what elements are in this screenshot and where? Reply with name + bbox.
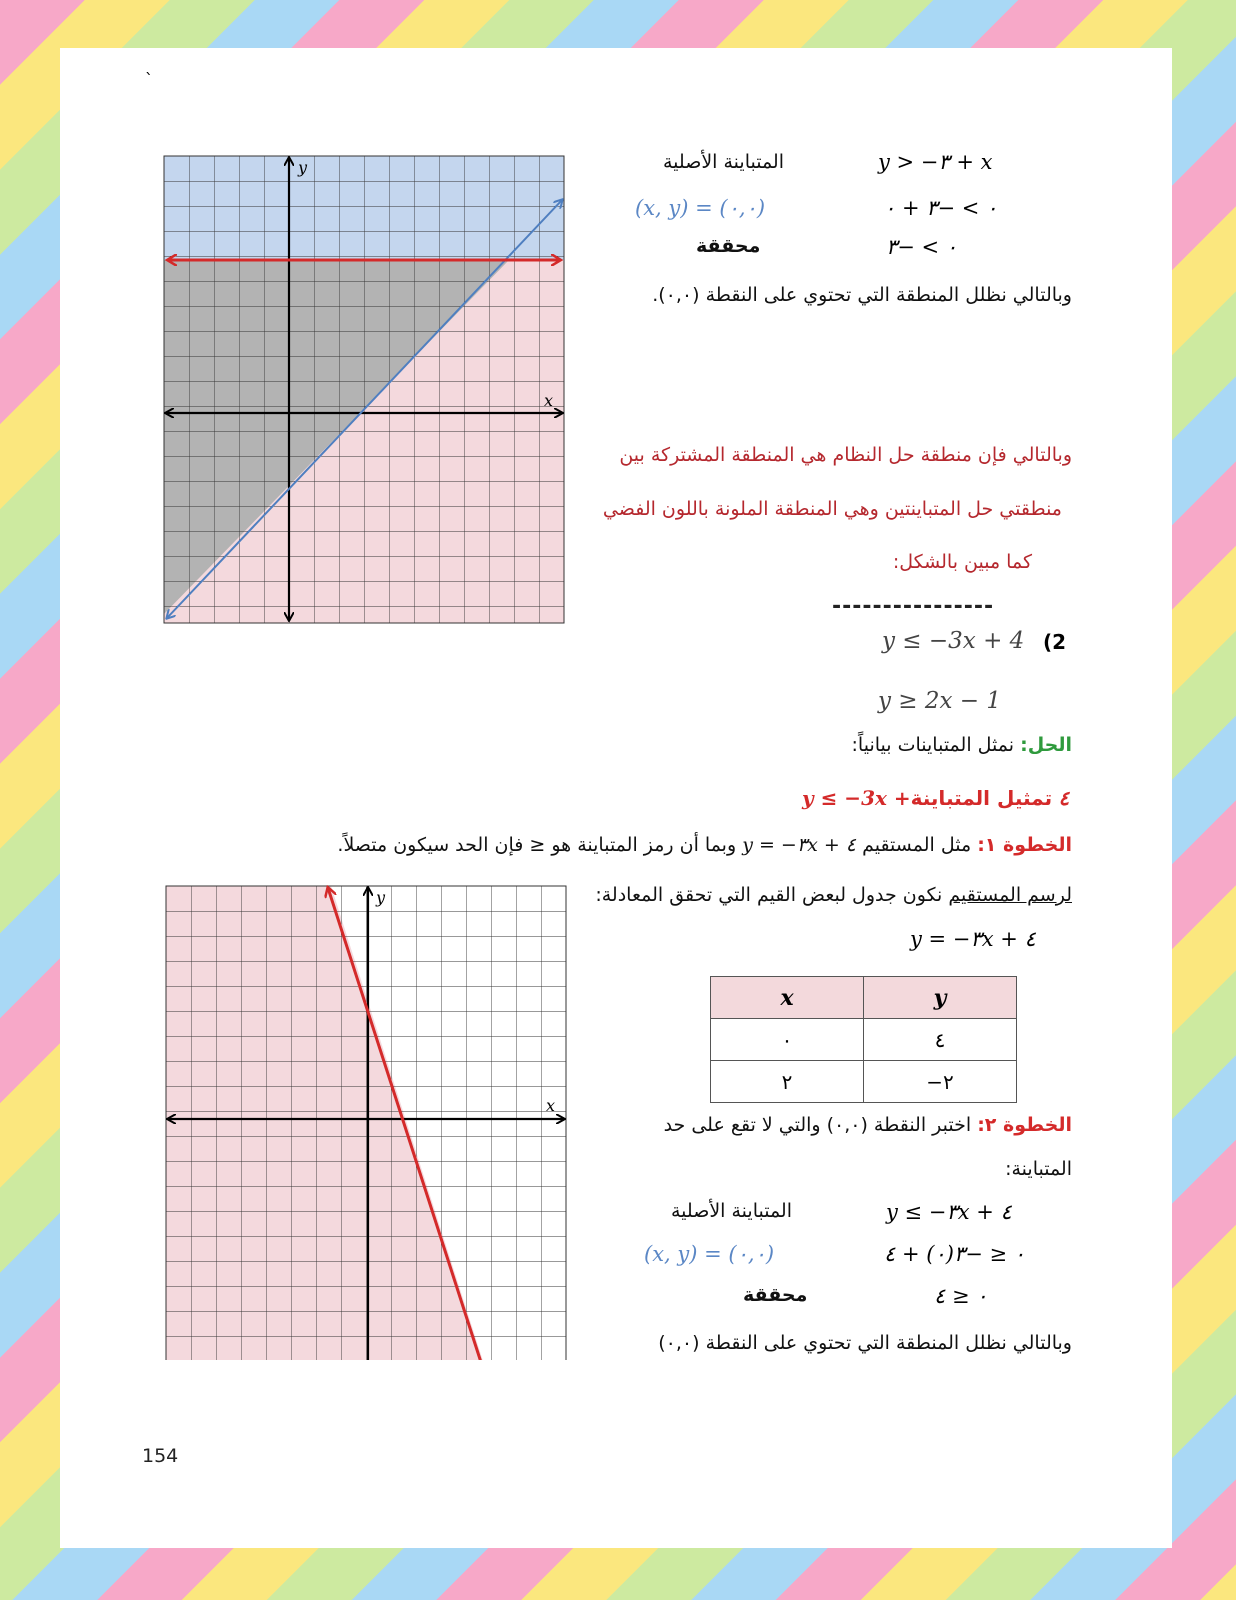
tick-mark: ` xyxy=(145,70,153,89)
check1-substituted: ٠ > −٣ + ٠ xyxy=(884,196,998,220)
represent-line xyxy=(802,786,1069,810)
check2-ineq: y ≤ −٣x + ٤ xyxy=(886,1200,1012,1224)
conclusion-line-2: منطقتي حل المتباينتين وهي المنطقة الملونة باللون الفضي xyxy=(602,498,1062,520)
step2-text: اختبر النقطة (٠,٠) والتي لا تقع على حد xyxy=(663,1114,972,1136)
table-cell: −٢ xyxy=(864,1061,1017,1103)
x-axis-label: x xyxy=(544,391,554,410)
step2-label: الخطوة ٢: xyxy=(977,1114,1072,1136)
solution-label: الحل: xyxy=(1020,734,1072,756)
shade-sentence-2: وبالتالي نظلل المنطقة التي تحتوي على النقطة (٠,٠) xyxy=(658,1332,1072,1354)
problem-2-ineq-2: y ≥ 2x − 1 xyxy=(878,688,1002,714)
check1-point: (x, y) = (٠,٠) xyxy=(635,196,766,220)
y-axis-label: y xyxy=(376,888,386,907)
step1-expr: y = −٣x + ٤ xyxy=(742,834,857,856)
check2-result: ٠ ≤ ٤ xyxy=(934,1284,988,1308)
problem-2-ineq-1: y ≤ −3x + 4 xyxy=(882,628,1025,654)
values-table xyxy=(710,976,1017,1103)
problem-2-number: (2 xyxy=(1043,630,1067,654)
represent-label: تمثيل المتباينة xyxy=(910,786,1053,810)
step1-line xyxy=(337,834,1072,856)
table-cell: ٤ xyxy=(864,1019,1017,1061)
check2-col-label: المتباينة الأصلية xyxy=(670,1200,792,1222)
solution-line xyxy=(852,734,1072,756)
check1-verified: محققة xyxy=(696,235,761,257)
table-cell: ٠ xyxy=(711,1019,864,1061)
check2-point: (x, y) = (٠,٠) xyxy=(644,1242,775,1266)
graph-2 xyxy=(162,880,582,1360)
step1-text-a: مثل المستقيم xyxy=(862,834,972,856)
check2-verified: محققة xyxy=(743,1284,808,1306)
table-intro-rest: نكون جدول لبعض القيم التي تحقق المعادلة: xyxy=(595,884,943,906)
page-number: 154 xyxy=(142,1445,179,1467)
table-row xyxy=(711,1061,1017,1103)
step2-text-2: المتباينة: xyxy=(1005,1158,1072,1180)
conclusion-line-3: كما مبين بالشكل: xyxy=(892,551,1032,573)
shade-sentence-1: وبالتالي نظلل المنطقة التي تحتوي على النقطة (٠,٠). xyxy=(652,284,1072,306)
solution-text: نمثل المتباينات بيانياً: xyxy=(851,734,1015,756)
step1-text-b: وبما أن رمز المتباينة هو ≤ فإن الحد سيكون متصلاً. xyxy=(337,834,737,856)
table-cell: ٢ xyxy=(711,1061,864,1103)
table-header-row xyxy=(711,977,1017,1019)
page xyxy=(60,48,1172,1548)
separator: ---------------- xyxy=(832,594,995,619)
check2-substituted: ٠ ≤ −٣(٠) + ٤ xyxy=(884,1242,1026,1266)
table-row xyxy=(711,1019,1017,1061)
graph-1 xyxy=(160,150,580,630)
represent-expr: y ≤ −3x +٤ xyxy=(802,786,1070,810)
table-header-y: y xyxy=(864,977,1017,1019)
table-intro xyxy=(595,884,1072,906)
conclusion-line-1: وبالتالي فإن منطقة حل النظام هي المنطقة المشتركة بين xyxy=(619,444,1072,466)
check1-col-label: المتباينة الأصلية xyxy=(662,151,784,173)
table-header-x: x xyxy=(711,977,864,1019)
table-intro-underlined: لرسم المستقيم xyxy=(948,884,1072,906)
step2-line xyxy=(664,1114,1072,1136)
check1-result: ٠ > −٣ xyxy=(886,235,958,259)
check1-ineq: y > −٣ + x xyxy=(878,150,993,174)
step1-label: الخطوة ١: xyxy=(977,834,1072,856)
x-axis-label: x xyxy=(546,1096,556,1115)
table-equation: y = −٣x + ٤ xyxy=(910,927,1036,951)
y-axis-label: y xyxy=(298,158,308,177)
